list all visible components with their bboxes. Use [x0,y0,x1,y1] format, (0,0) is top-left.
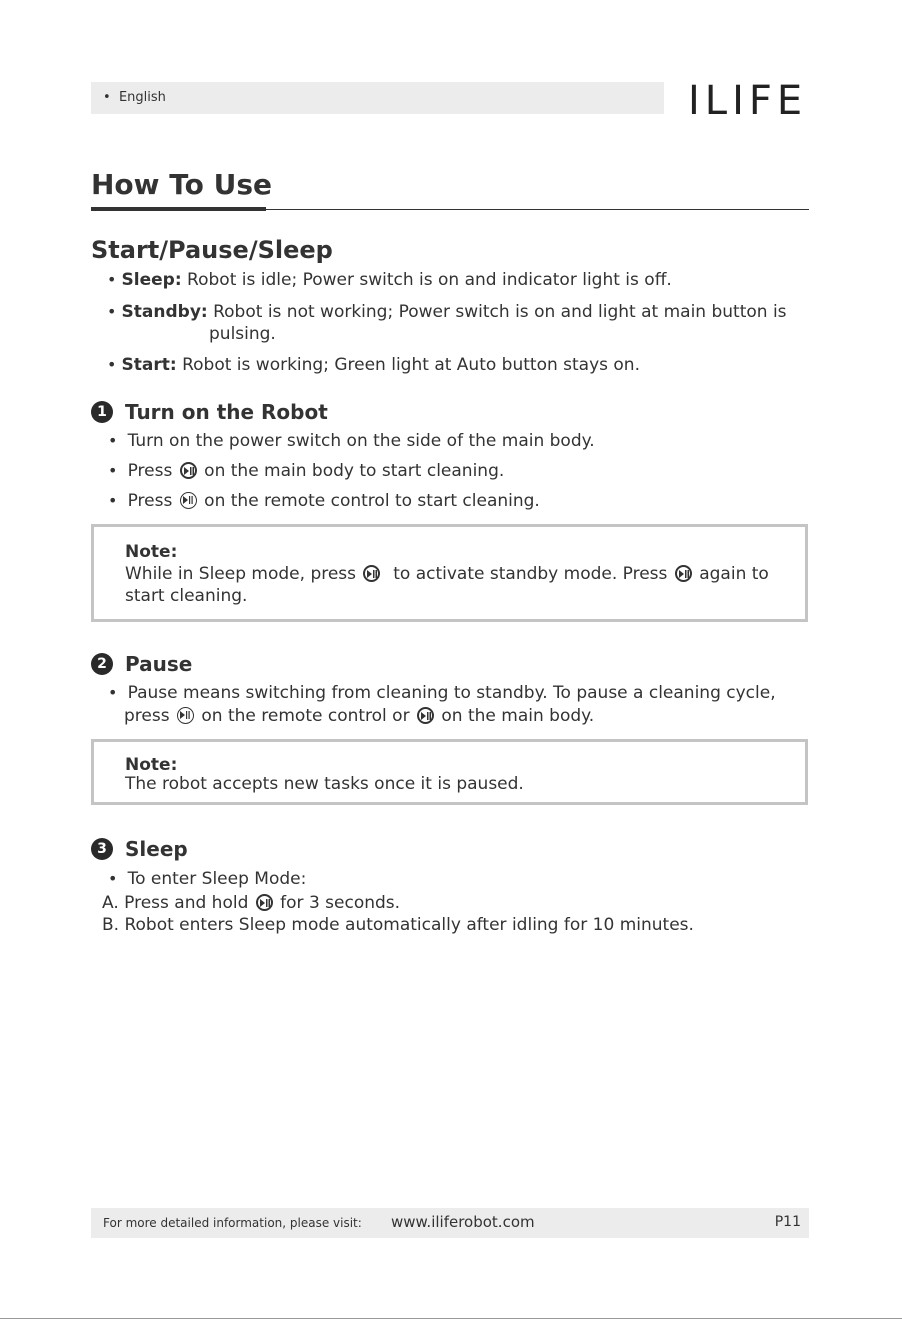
page-number: P11 [774,1214,801,1230]
note-box [91,524,808,622]
step-number-badge: 3 [91,838,113,860]
play-pause-icon [256,894,273,911]
language-label: • English [103,90,166,105]
step-number-badge: 2 [91,653,113,675]
play-pause-icon [417,707,434,724]
list-item: • Pause means switching from cleaning to standby. To pause a cleaning cycle, [108,683,776,703]
list-item: B. Robot enters Sleep mode automatically after idling for 10 minutes. [102,915,694,935]
list-item-cont: press on the remote control or on the main body. [124,706,595,726]
note-line: The robot accepts new tasks once it is paused. [125,774,524,794]
mode-standby-cont: pulsing. [209,324,276,344]
remote-play-pause-icon [177,707,194,724]
page-bottom-rule [0,1318,902,1319]
footer-bar [91,1208,809,1238]
page-title: How To Use [91,168,273,201]
note-label: Note: [125,755,178,775]
list-item: A. Press and hold for 3 seconds. [102,893,401,913]
step-heading: Pause [125,652,193,676]
mode-start: • Start: Robot is working; Green light at Auto button stays on. [107,355,640,375]
ilife-logo: ILIFE [688,78,808,124]
step-heading: Sleep [125,837,188,861]
footer-url[interactable]: www.iliferobot.com [391,1213,535,1231]
language-bar [91,82,664,114]
play-pause-icon [180,462,197,479]
step-heading: Turn on the Robot [125,400,328,424]
list-item: • Press on the main body to start cleaning. [108,461,505,481]
note-line: While in Sleep mode, press to activate standby mode. Press again to [125,564,769,584]
section-heading: Start/Pause/Sleep [91,236,333,264]
note-label: Note: [125,542,178,562]
play-pause-icon [675,565,692,582]
play-pause-icon [363,565,380,582]
remote-play-pause-icon [180,492,197,509]
list-item: • Turn on the power switch on the side of the main body. [108,431,595,451]
mode-standby: • Standby: Robot is not working; Power switch is on and light at main button is [107,302,787,322]
mode-sleep: • Sleep: Robot is idle; Power switch is on and indicator light is off. [107,270,672,290]
note-line: start cleaning. [125,586,248,606]
list-item: • To enter Sleep Mode: [108,869,307,889]
list-item: • Press on the remote control to start cleaning. [108,491,540,511]
footer-label: For more detailed information, please visit: [103,1216,362,1230]
step-number-badge: 1 [91,401,113,423]
title-underline [91,207,266,211]
note-box [91,739,808,805]
